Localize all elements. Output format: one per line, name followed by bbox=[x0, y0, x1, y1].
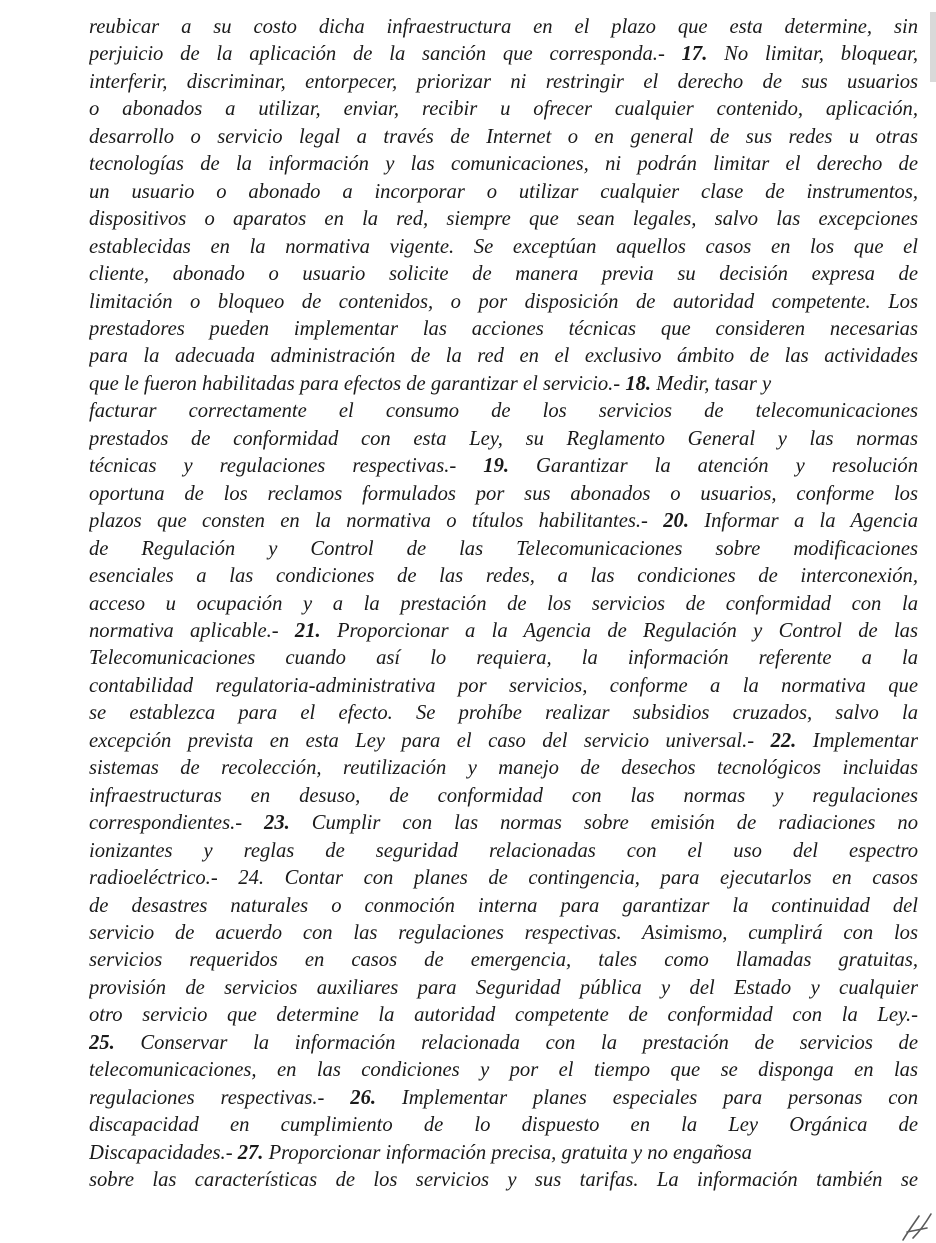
handwritten-initial bbox=[895, 1210, 935, 1243]
text-segment: Proporcionar información precisa, gratuita y no engañosa bbox=[263, 1141, 752, 1164]
text-line bbox=[89, 179, 918, 206]
text-segment: oportuna de los reclamos formulados por sus abonados o usuarios, conforme los bbox=[89, 482, 918, 505]
text-segment: de Regulación y Control de las Telecomunicaciones sobre modificaciones bbox=[89, 537, 918, 560]
item-number: 26. bbox=[350, 1086, 377, 1109]
text-segment: servicio de acuerdo con las regulaciones respectivas. Asimismo, cumplirá con los bbox=[89, 921, 918, 944]
text-segment: Informar a la Agencia bbox=[688, 510, 918, 533]
text-line bbox=[89, 124, 918, 151]
text-segment: Implementar planes especiales para personas con bbox=[376, 1086, 918, 1109]
text-line bbox=[89, 206, 918, 233]
text-line bbox=[89, 1167, 918, 1194]
text-segment: otro servicio que determine la autoridad competente de conformidad con la Ley.- bbox=[89, 1004, 918, 1027]
text-segment: excepción prevista en esta Ley para el caso del servicio universal.- bbox=[89, 729, 771, 752]
text-segment: interferir, discriminar, entorpecer, priorizar ni restringir el derecho de sus usuarios bbox=[89, 70, 918, 93]
text-segment: reubicar a su costo dicha infraestructura en el plazo que esta determine, sin bbox=[89, 16, 918, 38]
text-segment: limitación o bloqueo de contenidos, o por disposición de autoridad competente. Los bbox=[89, 290, 918, 313]
text-line bbox=[89, 151, 918, 178]
text-line bbox=[89, 1140, 918, 1167]
text-segment: esenciales a las condiciones de las redes, a las condiciones de interconexión, bbox=[89, 565, 918, 588]
text-line bbox=[89, 343, 918, 370]
text-line bbox=[89, 838, 918, 865]
text-line bbox=[89, 1085, 918, 1112]
text-line bbox=[89, 426, 918, 453]
item-number: 19. bbox=[483, 455, 510, 478]
text-line bbox=[89, 810, 918, 837]
text-line bbox=[89, 481, 918, 508]
text-segment: correspondientes.- bbox=[89, 812, 265, 835]
text-line bbox=[89, 673, 918, 700]
text-segment: prestadores pueden implementar las acciones técnicas que consideren necesarias bbox=[89, 317, 918, 340]
text-segment: No limitar, bloquear, bbox=[707, 43, 918, 66]
text-segment: sobre las características de los servicios y sus tarifas. La información también se bbox=[89, 1169, 918, 1192]
text-segment: radioeléctrico.- 24. Contar con planes de contingencia, para ejecutarlos en casos bbox=[89, 867, 918, 890]
text-line bbox=[89, 1112, 918, 1139]
text-line bbox=[89, 700, 918, 727]
item-number: 20. bbox=[663, 510, 689, 533]
text-line bbox=[89, 865, 918, 892]
text-segment: Implementar bbox=[796, 729, 918, 752]
text-segment: o abonados a utilizar, enviar, recibir u ofrecer cualquier contenido, aplicación, bbox=[89, 98, 918, 121]
text-segment: se establezca para el efecto. Se prohíbe realizar subsidios cruzados, salvo la bbox=[89, 702, 918, 725]
text-line bbox=[89, 755, 918, 782]
text-line bbox=[89, 398, 918, 425]
text-segment: Medir, tasar y bbox=[651, 372, 772, 395]
item-number: 18. bbox=[625, 372, 652, 395]
text-segment: un usuario o abonado a incorporar o utilizar cualquier clase de instrumentos, bbox=[89, 180, 918, 203]
text-segment: normativa aplicable.- bbox=[89, 619, 295, 642]
text-segment: facturar correctamente el consumo de los servicios de telecomunicaciones bbox=[89, 400, 918, 423]
text-segment: plazos que consten en la normativa o títulos habilitantes.- bbox=[89, 510, 664, 533]
text-segment: Conservar la información relacionada con la prestación de servicios de bbox=[114, 1031, 918, 1054]
text-segment: cliente, abonado o usuario solicite de manera previa su decisión expresa de bbox=[89, 263, 918, 286]
text-line bbox=[89, 645, 918, 672]
text-line bbox=[89, 234, 918, 261]
text-segment: desarrollo o servicio legal a través de Internet o en general de sus redes u otras bbox=[89, 125, 918, 148]
item-number: 22. bbox=[770, 729, 797, 752]
text-segment: perjuicio de la aplicación de la sanción que corresponda.- bbox=[89, 43, 682, 66]
text-line bbox=[89, 371, 918, 398]
text-segment: sistemas de recolección, reutilización y manejo de desechos tecnológicos incluidas bbox=[89, 757, 918, 780]
text-segment: prestados de conformidad con esta Ley, su Reglamento General y las normas bbox=[89, 427, 918, 450]
text-line bbox=[89, 783, 918, 810]
text-line bbox=[89, 1030, 918, 1057]
text-segment: Proporcionar a la Agencia de Regulación y Control de las bbox=[320, 619, 918, 642]
text-segment: técnicas y regulaciones respectivas.- bbox=[89, 455, 484, 478]
text-line bbox=[89, 41, 918, 68]
text-segment: para la adecuada administración de la red en el exclusivo ámbito de las actividades bbox=[89, 345, 918, 368]
text-line bbox=[89, 316, 918, 343]
item-number: 21. bbox=[294, 619, 321, 642]
text-line bbox=[89, 96, 918, 123]
text-segment: servicios requeridos en casos de emergencia, tales como llamadas gratuitas, bbox=[89, 949, 918, 972]
text-segment: de desastres naturales o conmoción interna para garantizar la continuidad del bbox=[89, 894, 918, 917]
text-segment: dispositivos o aparatos en la red, siempre que sean legales, salvo las excepciones bbox=[89, 208, 918, 231]
text-segment: contabilidad regulatoria-administrativa por servicios, conforme a la normativa que bbox=[89, 674, 918, 697]
text-line bbox=[89, 975, 918, 1002]
text-segment: infraestructuras en desuso, de conformidad con las normas y regulaciones bbox=[89, 784, 918, 807]
item-number: 27. bbox=[237, 1141, 264, 1164]
text-line bbox=[89, 728, 918, 755]
text-line bbox=[89, 1002, 918, 1029]
text-line bbox=[89, 289, 918, 316]
body-text bbox=[89, 14, 918, 1194]
text-segment: Cumplir con las normas sobre emisión de radiaciones no bbox=[289, 812, 918, 835]
text-line bbox=[89, 563, 918, 590]
text-segment: telecomunicaciones, en las condiciones y por el tiempo que se disponga en las bbox=[89, 1059, 918, 1082]
text-line bbox=[89, 536, 918, 563]
text-line bbox=[89, 591, 918, 618]
text-line bbox=[89, 893, 918, 920]
text-line bbox=[89, 14, 918, 41]
text-segment: ionizantes y reglas de seguridad relacionadas con el uso del espectro bbox=[89, 839, 918, 862]
item-number: 23. bbox=[264, 812, 290, 835]
text-segment: provisión de servicios auxiliares para Seguridad pública y del Estado y cualquier bbox=[89, 976, 918, 999]
text-line bbox=[89, 453, 918, 480]
text-line bbox=[89, 69, 918, 96]
text-segment: Garantizar la atención y resolución bbox=[509, 455, 918, 478]
text-segment: que le fueron habilitadas para efectos de garantizar el servicio.- bbox=[89, 372, 626, 395]
text-line bbox=[89, 508, 918, 535]
text-segment: regulaciones respectivas.- bbox=[89, 1086, 351, 1109]
item-number: 25. bbox=[89, 1031, 115, 1054]
text-segment: tecnologías de la información y las comunicaciones, ni podrán limitar el derecho de bbox=[89, 153, 918, 176]
text-line bbox=[89, 1057, 918, 1084]
text-line bbox=[89, 947, 918, 974]
text-segment: Telecomunicaciones cuando así lo requiera, la información referente a la bbox=[89, 647, 918, 670]
item-number: 17. bbox=[681, 43, 708, 66]
scan-edge-mark bbox=[930, 12, 936, 82]
text-segment: discapacidad en cumplimiento de lo dispuesto en la Ley Orgánica de bbox=[89, 1114, 918, 1137]
text-segment: acceso u ocupación y a la prestación de los servicios de conformidad con la bbox=[89, 592, 918, 615]
text-segment: Discapacidades.- bbox=[89, 1141, 238, 1164]
text-segment: establecidas en la normativa vigente. Se exceptúan aquellos casos en los que el bbox=[89, 235, 918, 258]
text-line bbox=[89, 920, 918, 947]
text-line bbox=[89, 618, 918, 645]
text-line bbox=[89, 261, 918, 288]
